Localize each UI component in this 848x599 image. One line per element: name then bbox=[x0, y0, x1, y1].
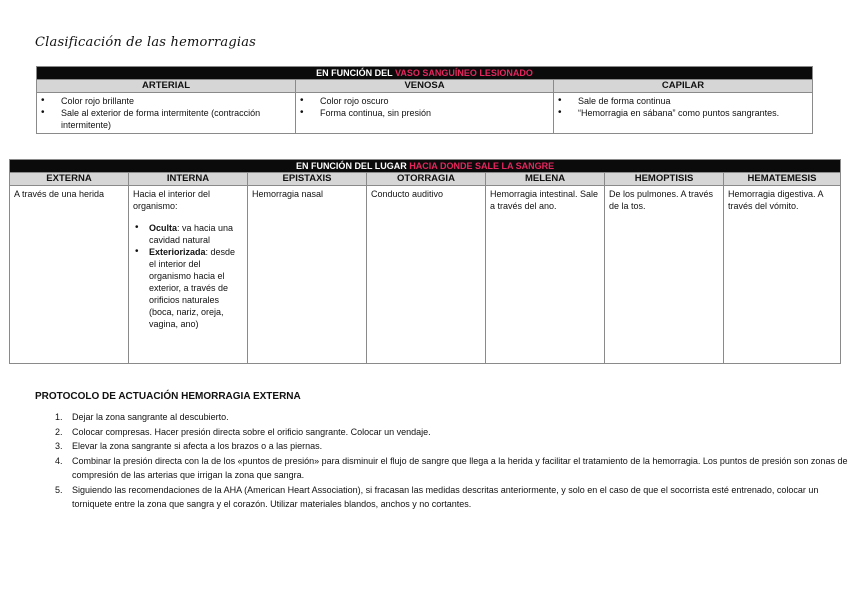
list-item: Combinar la presión directa con la de los «puntos de presión» para disminuir el flujo de sangre que llega a la herida y facilitar el tratamiento de la hemorragia. Los puntos de presión son zonas de compresión de las arterias que irrigan la zona que sangra. bbox=[72, 455, 848, 480]
location-banner-accent: HACIA DONDE SALE LA SANGRE bbox=[409, 161, 555, 171]
epistaxis-text: Hemorragia nasal bbox=[252, 189, 324, 199]
header-externa: EXTERNA bbox=[10, 173, 129, 186]
header-capilar: CAPILAR bbox=[554, 80, 813, 93]
exteriorizada-text: : desde el interior del organismo hacia el exterior, a través de orificios naturales (boca, nariz, oreja, vagina, ano) bbox=[149, 247, 236, 329]
header-melena: MELENA bbox=[486, 173, 605, 186]
interna-cell bbox=[129, 186, 248, 364]
otorragia-text: Conducto auditivo bbox=[371, 189, 444, 199]
externa-cell bbox=[10, 186, 129, 364]
header-hematemesis: HEMATEMESIS bbox=[724, 173, 841, 186]
hemoptisis-text: De los pulmones. A través de la tos. bbox=[609, 189, 714, 211]
list-item: • Forma continua, sin presión bbox=[320, 107, 553, 119]
capilar-cell bbox=[554, 93, 813, 134]
list-item: • Sale al exterior de forma intermitente (contracción intermitente) bbox=[61, 107, 295, 131]
hematemesis-text: Hemorragia digestiva. A través del vómito. bbox=[728, 189, 824, 211]
location-banner-prefix: EN FUNCIÓN DEL LUGAR bbox=[295, 161, 410, 171]
hematemesis-cell bbox=[724, 186, 841, 364]
header-venosa: VENOSA bbox=[296, 80, 554, 93]
list-item: Elevar la zona sangrante si afecta a los brazos o a las piernas. bbox=[72, 441, 323, 451]
otorragia-cell bbox=[367, 186, 486, 364]
melena-cell bbox=[486, 186, 605, 364]
oculta-label: Oculta bbox=[149, 223, 178, 233]
oculta-text: : va hacia una cavidad natural bbox=[149, 223, 234, 245]
list-item: • Sale de forma continua bbox=[578, 95, 812, 107]
list-item: Colocar compresas. Hacer presión directa sobre el orificio sangrante. Colocar un vendaje. bbox=[72, 426, 431, 437]
epistaxis-cell bbox=[248, 186, 367, 364]
hemoptisis-cell bbox=[605, 186, 724, 364]
vessel-banner-accent: VASO SANGUÍNEO LESIONADO bbox=[395, 68, 533, 78]
melena-text: Hemorragia intestinal. Sale a través del ano. bbox=[490, 189, 599, 211]
list-item bbox=[149, 222, 243, 246]
header-interna: INTERNA bbox=[129, 173, 248, 186]
arterial-cell bbox=[37, 93, 296, 134]
header-arterial: ARTERIAL bbox=[37, 80, 296, 93]
list-item: • Color rojo brillante bbox=[61, 95, 295, 107]
list-item: • “Hemorragia en sábana” como puntos sangrantes. bbox=[578, 107, 812, 119]
externa-text: A través de una herida bbox=[14, 189, 105, 199]
document-title: Clasificación de las hemorragias bbox=[35, 35, 257, 50]
location-classification-table bbox=[9, 159, 841, 364]
exteriorizada-label: Exteriorizada bbox=[149, 247, 206, 257]
list-item bbox=[149, 246, 243, 330]
list-item: • Color rojo oscuro bbox=[320, 95, 553, 107]
protocol-title: PROTOCOLO DE ACTUACIÓN HEMORRAGIA EXTERNA bbox=[35, 391, 301, 402]
header-hemoptisis: HEMOPTISIS bbox=[605, 173, 724, 186]
location-table-banner bbox=[10, 160, 841, 173]
protocol-steps bbox=[35, 410, 848, 512]
vessel-table-banner bbox=[37, 67, 813, 80]
vessel-classification-table bbox=[36, 66, 813, 134]
header-epistaxis: EPISTAXIS bbox=[248, 173, 367, 186]
interna-intro: Hacia el interior del organismo: bbox=[133, 189, 211, 211]
vessel-banner-prefix: EN FUNCIÓN DEL bbox=[316, 68, 395, 78]
venosa-cell bbox=[296, 93, 554, 134]
header-otorragia: OTORRAGIA bbox=[367, 173, 486, 186]
list-item: Dejar la zona sangrante al descubierto. bbox=[72, 412, 229, 422]
list-item: Siguiendo las recomendaciones de la AHA (American Heart Association), si fracasan las medidas descritas anteriormente, y solo en el caso de que el socorrista esté entrenado, colocar un torniquete entre la zona que sangra y el corazón. Utilizar materiales blandos, anchos y no cortantes. bbox=[72, 484, 819, 509]
